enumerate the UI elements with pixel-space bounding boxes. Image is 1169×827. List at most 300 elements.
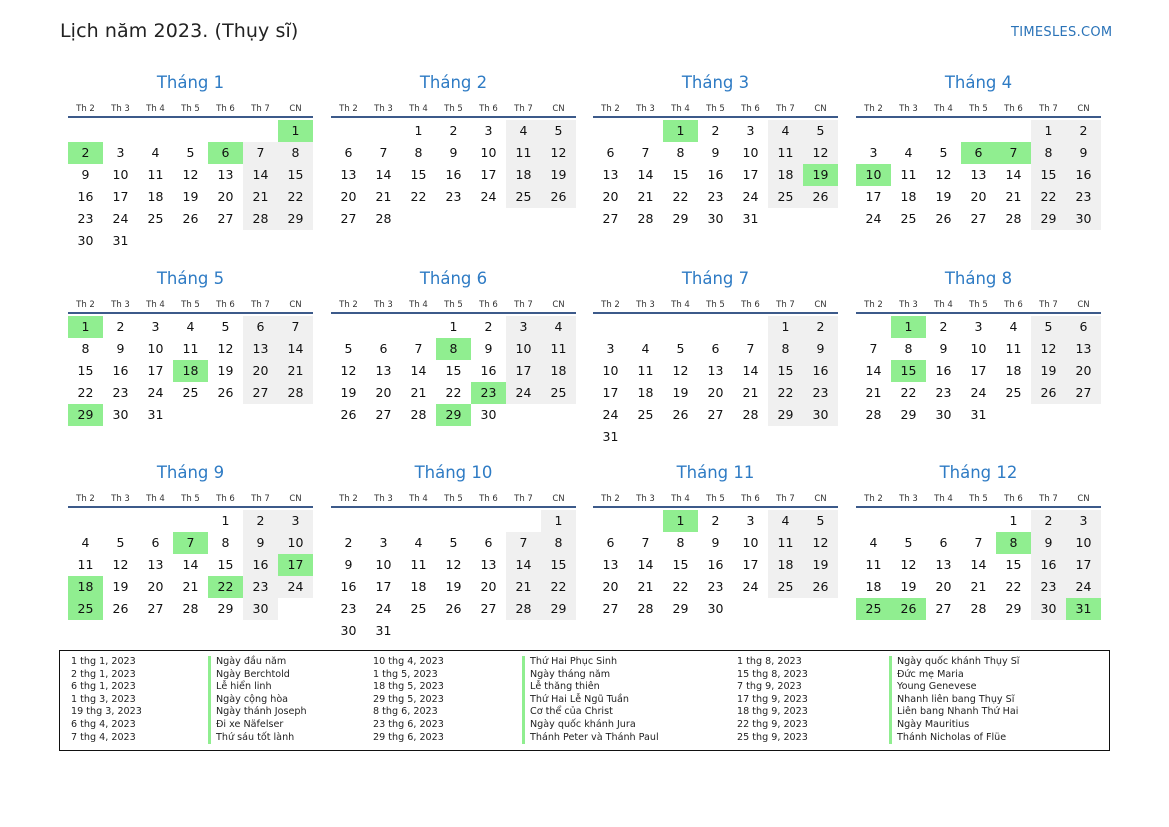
day-cell: 6 [939,535,948,550]
day-cell: 12 [803,142,838,164]
day-cell: 26 [803,186,838,208]
month-block [856,268,1101,426]
day-cell: 11 [865,557,882,572]
day-cell: 3 [869,145,878,160]
weekday-label: Th 3 [374,494,393,504]
day-cell: 7 [746,341,755,356]
day-grid [593,508,838,620]
day-cell: 25 [541,382,576,404]
day-cell: 15 [1031,164,1066,186]
holiday-name: Thánh Nicholas of Flüe [889,732,1019,745]
weekday-label: Th 3 [111,104,130,114]
holiday-day-cell: 8 [436,338,471,360]
holiday-day-cell: 1 [663,510,698,532]
weekday-label: Th 7 [251,494,270,504]
day-cell: 9 [711,145,720,160]
day-cell: 12 [900,557,917,572]
day-cell: 23 [935,385,952,400]
day-cell: 20 [217,189,234,204]
day-cell: 7 [414,341,423,356]
day-cell: 10 [602,363,619,378]
day-cell: 18 [768,164,803,186]
day-cell: 9 [803,338,838,360]
empty-cell [366,510,401,532]
weekday-label: Th 5 [181,104,200,114]
holiday-name: Thánh Peter và Thánh Paul [522,732,659,745]
day-cell: 29 [900,407,917,422]
empty-cell [331,120,366,142]
day-cell: 30 [803,404,838,426]
day-cell: 10 [742,145,759,160]
day-cell: 19 [935,189,952,204]
day-cell: 24 [1066,576,1101,598]
weekday-header [68,300,313,314]
empty-cell [138,120,173,142]
empty-cell [103,120,138,142]
weekday-label: Th 3 [374,300,393,310]
day-cell: 31 [147,407,164,422]
day-grid [856,118,1101,230]
day-cell: 13 [340,167,357,182]
day-cell: 1 [221,513,230,528]
day-cell: 1 [414,123,423,138]
day-cell: 28 [278,382,313,404]
day-cell: 28 [182,601,199,616]
day-cell: 8 [221,535,230,550]
day-cell: 20 [480,579,497,594]
day-cell: 26 [445,601,462,616]
day-cell: 16 [77,189,94,204]
month-title: Tháng 10 [414,463,493,482]
day-cell: 21 [1005,189,1022,204]
month-title: Tháng 6 [419,269,488,288]
day-cell: 5 [344,341,353,356]
day-cell: 14 [742,363,759,378]
weekday-label: Th 4 [409,494,428,504]
day-cell: 15 [1005,557,1022,572]
day-cell: 28 [637,601,654,616]
day-cell: 23 [112,385,129,400]
day-cell: 29 [768,404,803,426]
weekday-label: Th 5 [444,300,463,310]
day-cell: 20 [340,189,357,204]
day-cell: 19 [445,579,462,594]
month-block [68,462,313,620]
day-cell: 2 [1066,120,1101,142]
day-cell: 21 [742,385,759,400]
day-cell: 26 [112,601,129,616]
day-cell: 26 [1031,382,1066,404]
weekday-label: Th 5 [969,300,988,310]
day-cell: 19 [900,579,917,594]
day-cell: 23 [340,601,357,616]
day-cell: 12 [182,167,199,182]
day-cell: 14 [1005,167,1022,182]
day-cell: 11 [768,532,803,554]
day-cell: 9 [1066,142,1101,164]
holiday-name: Ngày quốc khánh Jura [522,719,659,732]
day-cell: 24 [278,576,313,598]
day-cell: 3 [116,145,125,160]
day-cell: 12 [541,142,576,164]
empty-cell [471,510,506,532]
day-cell: 7 [278,316,313,338]
day-cell: 21 [506,576,541,598]
weekday-label: Th 2 [339,494,358,504]
weekday-label: Th 7 [514,494,533,504]
day-cell: 31 [742,211,759,226]
holiday-name-column [889,656,1019,744]
holiday-date: 1 thg 3, 2023 [71,693,136,705]
day-cell: 5 [116,535,125,550]
day-cell: 3 [379,535,388,550]
weekday-label: Th 2 [76,104,95,114]
day-cell: 27 [602,211,619,226]
day-cell: 21 [278,360,313,382]
day-cell: 3 [746,123,755,138]
day-cell: 17 [970,363,987,378]
day-cell: 27 [970,211,987,226]
weekday-label: Th 2 [76,300,95,310]
day-cell: 8 [1031,142,1066,164]
page-title: Lịch năm 2023. (Thụy sĩ) [60,20,299,42]
holiday-date: 19 thg 3, 2023 [71,706,142,718]
day-cell: 20 [147,579,164,594]
weekday-label: CN [289,494,302,504]
weekday-label: Th 6 [1004,494,1023,504]
day-cell: 15 [77,363,94,378]
day-cell: 6 [344,145,353,160]
month-title: Tháng 5 [156,269,225,288]
day-cell: 16 [707,167,724,182]
day-cell: 19 [803,554,838,576]
day-cell: 10 [742,535,759,550]
weekday-label: Th 3 [899,300,918,310]
day-cell: 25 [1005,385,1022,400]
holiday-day-cell: 26 [891,598,926,620]
holiday-name: Thứ Hai Lễ Ngũ Tuần [522,694,659,707]
day-cell: 5 [676,341,685,356]
day-cell: 27 [147,601,164,616]
month-title: Tháng 11 [676,463,755,482]
day-cell: 30 [707,211,724,226]
day-cell: 3 [1066,510,1101,532]
weekday-label: Th 3 [636,104,655,114]
day-cell: 16 [445,167,462,182]
day-cell: 9 [1031,532,1066,554]
empty-cell [331,316,366,338]
day-cell: 11 [182,341,199,356]
holiday-day-cell: 25 [856,598,891,620]
day-cell: 3 [484,123,493,138]
day-cell: 2 [939,319,948,334]
day-cell: 2 [449,123,458,138]
day-cell: 13 [480,557,497,572]
day-cell: 28 [742,407,759,422]
empty-cell [926,510,961,532]
month-title: Tháng 1 [156,73,225,92]
holiday-date: 22 thg 9, 2023 [737,718,808,730]
month-block [331,462,576,642]
weekday-label: Th 7 [1039,104,1058,114]
day-cell: 7 [379,145,388,160]
day-cell: 14 [506,554,541,576]
day-cell: 24 [375,601,392,616]
empty-cell [173,510,208,532]
weekday-label: CN [814,494,827,504]
day-cell: 13 [375,363,392,378]
weekday-header [593,494,838,508]
empty-cell [138,510,173,532]
month-block [593,268,838,448]
day-cell: 23 [1031,576,1066,598]
day-cell: 5 [541,120,576,142]
day-cell: 20 [602,189,619,204]
weekday-label: Th 2 [864,300,883,310]
day-cell: 11 [410,557,427,572]
empty-cell [733,316,768,338]
day-cell: 24 [480,189,497,204]
day-cell: 16 [340,579,357,594]
empty-cell [401,316,436,338]
day-grid [68,508,313,620]
day-cell: 5 [939,145,948,160]
month-block [856,72,1101,230]
day-cell: 3 [606,341,615,356]
day-cell: 10 [112,167,129,182]
holiday-name: Lễ hiển linh [208,681,307,694]
day-cell: 14 [970,557,987,572]
site-link[interactable]: TIMESLES.COM [1011,25,1113,40]
weekday-header [331,494,576,508]
empty-cell [663,316,698,338]
day-cell: 26 [672,407,689,422]
day-cell: 19 [1031,360,1066,382]
weekday-label: Th 6 [479,104,498,114]
day-cell: 22 [900,385,917,400]
day-cell: 21 [970,579,987,594]
day-cell: 7 [869,341,878,356]
weekday-label: Th 4 [409,300,428,310]
day-cell: 18 [900,189,917,204]
holiday-name: Cơ thể của Christ [522,706,659,719]
weekday-label: Th 6 [216,300,235,310]
day-cell: 31 [970,407,987,422]
day-cell: 4 [1009,319,1018,334]
weekday-label: Th 7 [776,494,795,504]
weekday-label: CN [552,300,565,310]
month-block [68,72,313,252]
weekday-header [68,494,313,508]
empty-cell [926,120,961,142]
day-cell: 19 [217,363,234,378]
day-cell: 17 [742,557,759,572]
holiday-day-cell: 6 [961,142,996,164]
day-cell: 16 [935,363,952,378]
weekday-label: CN [1077,300,1090,310]
holiday-day-cell: 15 [891,360,926,382]
day-cell: 15 [217,557,234,572]
empty-cell [208,120,243,142]
day-cell: 28 [410,407,427,422]
day-cell: 13 [935,557,952,572]
weekday-label: Th 2 [339,300,358,310]
weekday-label: CN [1077,104,1090,114]
empty-cell [68,510,103,532]
day-cell: 21 [375,189,392,204]
holiday-day-cell: 7 [996,142,1031,164]
day-cell: 8 [676,145,685,160]
day-cell: 12 [217,341,234,356]
day-cell: 25 [768,576,803,598]
day-grid [593,314,838,448]
holiday-day-cell: 1 [891,316,926,338]
day-cell: 17 [742,167,759,182]
weekday-label: Th 4 [146,104,165,114]
day-cell: 21 [243,186,278,208]
day-cell: 21 [865,385,882,400]
weekday-label: CN [289,300,302,310]
weekday-label: Th 2 [601,104,620,114]
day-cell: 25 [147,211,164,226]
day-cell: 24 [602,407,619,422]
day-cell: 22 [445,385,462,400]
day-cell: 20 [243,360,278,382]
weekday-label: Th 4 [146,494,165,504]
day-cell: 13 [970,167,987,182]
day-cell: 18 [637,385,654,400]
day-cell: 18 [147,189,164,204]
day-cell: 4 [506,120,541,142]
weekday-label: Th 5 [706,300,725,310]
day-cell: 2 [243,510,278,532]
day-cell: 24 [147,385,164,400]
day-cell: 7 [243,142,278,164]
weekday-label: Th 7 [1039,494,1058,504]
empty-cell [891,510,926,532]
day-cell: 7 [641,535,650,550]
day-cell: 22 [1005,579,1022,594]
day-grid [856,314,1101,426]
holiday-day-cell: 17 [278,554,313,576]
holiday-date-column [737,656,808,744]
day-cell: 27 [340,211,357,226]
holiday-name: Thứ sáu tốt lành [208,732,307,745]
holiday-name: Ngày thánh Joseph [208,706,307,719]
day-cell: 8 [768,338,803,360]
empty-cell [698,316,733,338]
weekday-label: Th 5 [444,104,463,114]
day-cell: 10 [506,338,541,360]
day-cell: 15 [672,557,689,572]
holiday-date: 15 thg 8, 2023 [737,668,808,680]
day-cell: 24 [742,579,759,594]
day-cell: 15 [410,167,427,182]
day-cell: 3 [278,510,313,532]
day-cell: 21 [637,189,654,204]
day-cell: 27 [243,382,278,404]
day-cell: 12 [672,363,689,378]
day-cell: 15 [672,167,689,182]
weekday-label: Th 7 [514,104,533,114]
day-cell: 30 [480,407,497,422]
day-cell: 29 [541,598,576,620]
day-cell: 2 [803,316,838,338]
day-cell: 15 [768,360,803,382]
holiday-day-cell: 1 [68,316,103,338]
day-cell: 9 [939,341,948,356]
day-cell: 22 [541,576,576,598]
holiday-day-cell: 10 [856,164,891,186]
holiday-date: 8 thg 6, 2023 [373,706,438,718]
empty-cell [401,510,436,532]
day-cell: 1 [1031,120,1066,142]
day-cell: 16 [1066,164,1101,186]
month-title: Tháng 4 [944,73,1013,92]
day-cell: 28 [375,211,392,226]
day-cell: 30 [340,623,357,638]
weekday-label: Th 4 [671,104,690,114]
day-cell: 27 [217,211,234,226]
day-grid [331,118,576,230]
day-cell: 20 [375,385,392,400]
day-cell: 20 [602,579,619,594]
weekday-label: Th 7 [1039,300,1058,310]
day-cell: 16 [243,554,278,576]
day-cell: 5 [803,120,838,142]
day-cell: 17 [1066,554,1101,576]
weekday-label: Th 6 [479,300,498,310]
day-cell: 8 [541,532,576,554]
holiday-day-cell: 22 [208,576,243,598]
month-title: Tháng 2 [419,73,488,92]
month-title: Tháng 9 [156,463,225,482]
day-cell: 24 [742,189,759,204]
holiday-date-column [373,656,444,744]
weekday-label: Th 6 [216,494,235,504]
empty-cell [331,510,366,532]
holiday-name: Young Genevese [889,681,1019,694]
day-cell: 25 [637,407,654,422]
day-cell: 25 [410,601,427,616]
day-cell: 9 [116,341,125,356]
day-cell: 1 [1009,513,1018,528]
day-cell: 10 [278,532,313,554]
empty-cell [856,316,891,338]
weekday-label: Th 7 [776,300,795,310]
weekday-header [68,104,313,118]
day-cell: 5 [186,145,195,160]
day-cell: 4 [768,510,803,532]
holiday-list [59,650,1110,751]
empty-cell [593,510,628,532]
day-cell: 19 [541,164,576,186]
holiday-date: 1 thg 5, 2023 [373,668,438,680]
month-title: Tháng 7 [681,269,750,288]
holiday-day-cell: 8 [996,532,1031,554]
holiday-name: Ngày quốc khánh Thụy Sĩ [889,656,1019,669]
day-cell: 17 [375,579,392,594]
holiday-day-cell: 1 [663,120,698,142]
day-grid [331,508,576,642]
day-cell: 27 [1066,382,1101,404]
holiday-date: 29 thg 6, 2023 [373,731,444,743]
holiday-day-cell: 18 [173,360,208,382]
day-cell: 2 [1031,510,1066,532]
day-cell: 5 [1031,316,1066,338]
day-cell: 28 [637,211,654,226]
day-cell: 6 [606,535,615,550]
